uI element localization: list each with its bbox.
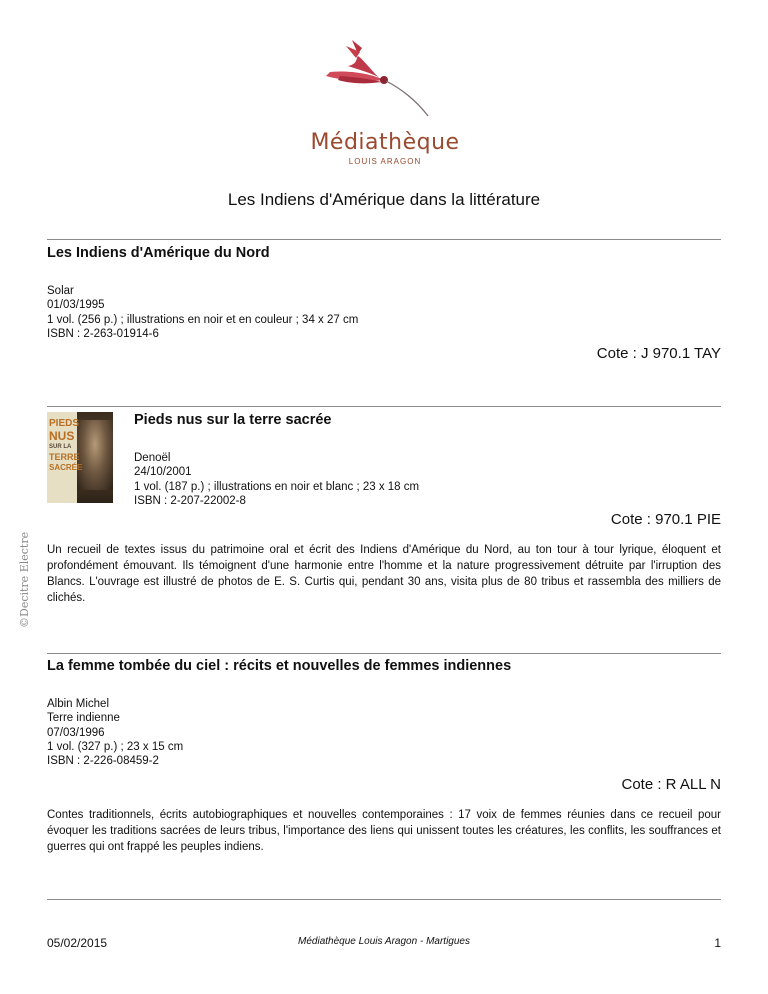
entry-meta <box>47 697 183 768</box>
entry-title: Pieds nus sur la terre sacrée <box>134 412 332 428</box>
footer-library-name: Médiathèque Louis Aragon - Martigues <box>298 936 470 947</box>
entry-title: La femme tombée du ciel : récits et nouvelles de femmes indiennes <box>47 658 512 674</box>
collection: Terre indienne <box>47 712 120 725</box>
hummingbird-icon <box>300 30 470 130</box>
physical-description: 1 vol. (327 p.) ; 23 x 15 cm <box>47 740 184 753</box>
document-title: Les Indiens d'Amérique dans la littérature <box>227 190 541 209</box>
publisher: Solar <box>47 285 74 297</box>
cover-title-line: TERRE <box>49 452 80 462</box>
entry-meta <box>134 451 419 508</box>
publisher: Albin Michel <box>47 698 109 710</box>
entry-meta <box>47 284 358 341</box>
physical-description: 1 vol. (256 p.) ; illustrations en noir et en couleur ; 34 x 27 cm <box>47 313 359 326</box>
footer-date: 05/02/2015 <box>47 936 108 950</box>
footer-divider <box>47 899 721 900</box>
physical-description: 1 vol. (187 p.) ; illustrations en noir et blanc ; 23 x 18 cm <box>134 480 420 493</box>
isbn: ISBN : 2-207-22002-8 <box>134 494 246 507</box>
cover-title-line: SACRÉE <box>49 463 83 472</box>
summary: Un recueil de textes issus du patrimoine oral et écrit des Indiens d'Amérique du Nord, au ton tour à tour lyrique, éloquent et profondément émouvant. Ils témoignent d'une harmonie entre l'homme et la nature progressivement détruite par l'irruption des Blancs. L'ouvrage est illustré de photos de E. S. Curtis qui, pendant 30 ans, visita plus de 80 tribus et rassembla des milliers de clichés. <box>47 544 721 604</box>
isbn: ISBN : 2-226-08459-2 <box>47 755 159 768</box>
publication-date: 24/10/2001 <box>134 466 192 479</box>
isbn: ISBN : 2-263-01914-6 <box>47 327 159 340</box>
divider <box>47 239 721 240</box>
call-number: Cote : R ALL N <box>621 776 721 793</box>
publication-date: 01/03/1995 <box>47 299 105 312</box>
mediatheque-logo <box>300 30 470 166</box>
divider <box>47 406 721 407</box>
publisher: Denoël <box>134 452 171 464</box>
entry-title: Les Indiens d'Amérique du Nord <box>47 245 270 261</box>
summary: Contes traditionnels, écrits autobiographiques et nouvelles contemporaines : 17 voix de femmes réunies dans ce recueil pour évoquer les traditions sacrées de leurs tribus, l'importance des liens qui unissent toutes les créatures, les conflits, les souffrances et guerres qui ont frappé les peuples indiens. <box>47 809 721 853</box>
cover-title-line: NUS <box>49 429 75 443</box>
page-number: 1 <box>714 936 721 950</box>
logo-wordmark: Médiathèque <box>310 130 460 155</box>
call-number: Cote : J 970.1 TAY <box>596 345 721 362</box>
cover-title-line: PIEDS <box>49 418 80 429</box>
logo-subtitle: LOUIS ARAGON <box>348 157 422 166</box>
book-cover-image <box>47 412 113 503</box>
divider <box>47 653 721 654</box>
copyright-watermark: ©Decitre Electre <box>18 531 31 628</box>
call-number: Cote : 970.1 PIE <box>610 511 721 528</box>
publication-date: 07/03/1996 <box>47 726 105 739</box>
cover-title-line: SUR LA <box>49 444 72 450</box>
